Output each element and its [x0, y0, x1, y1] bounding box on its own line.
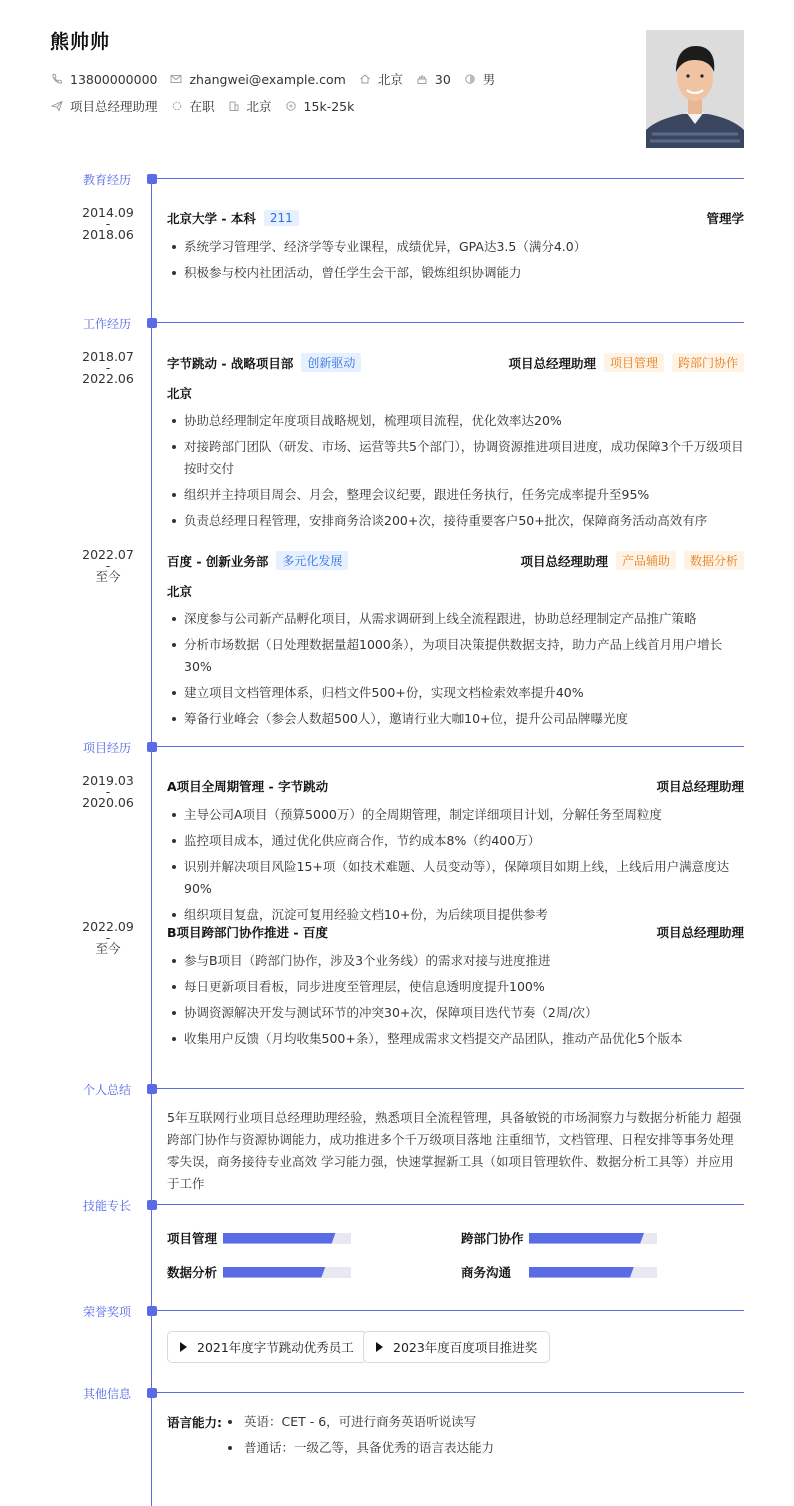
section-divider — [157, 1204, 744, 1205]
list-item: 组织并主持项目周会、月会，整理会议纪要，跟进任务执行，任务完成率提升至95% — [167, 484, 744, 506]
work-date: 2018.07 - 2022.06 — [82, 349, 134, 386]
gender-icon — [463, 72, 477, 86]
mail-icon — [169, 72, 183, 86]
school-tag: 211 — [264, 210, 299, 226]
building-icon — [227, 99, 241, 113]
list-item: 收集用户反馈（月均收集500+条），整理成需求文档提交产品团队，推动产品优化5个版本 — [167, 1028, 744, 1050]
role-tag: 项目管理 — [604, 353, 664, 372]
skill-fill — [223, 1267, 325, 1278]
list-item: 识别并解决项目风险15+项（如技术难题、人员变动等），保障项目如期上线，上线后用户满意度达90% — [167, 856, 744, 900]
status-info — [170, 97, 215, 115]
project-date: 2022.09 - 至今 — [82, 919, 134, 956]
email-text: zhangwei@example.com — [189, 71, 346, 87]
skill-name: 跨部门协作 — [461, 1231, 524, 1246]
section-marker — [147, 1306, 157, 1316]
skill-fill — [529, 1233, 644, 1244]
section-title-education: 教育经历 — [82, 173, 131, 187]
list-item: 英语：CET - 6，可进行商务英语听说读写 — [228, 1411, 494, 1433]
project-bullets — [167, 950, 744, 1054]
project-name: B项目跨部门协作推进 - 百度 — [167, 925, 328, 940]
age-text: 30 — [434, 71, 451, 87]
contact-row — [50, 70, 507, 88]
section-title-project: 项目经历 — [82, 741, 131, 755]
skill-item — [461, 1263, 657, 1281]
email-info — [169, 72, 345, 87]
role-tag: 产品辅助 — [616, 551, 676, 570]
target-city-info — [227, 97, 272, 115]
salary-text: 15k-25k — [303, 98, 355, 114]
city-text: 北京 — [377, 72, 403, 87]
project-role: 项目总经理助理 — [656, 779, 744, 794]
edu-head — [167, 209, 744, 227]
section-marker — [147, 1388, 157, 1398]
list-item: 协调资源解决开发与测试环节的冲突30+次，保障项目迭代节奏（2周/次） — [167, 1002, 744, 1024]
phone-icon — [50, 72, 64, 86]
salary-icon — [284, 99, 298, 113]
skill-fill — [223, 1233, 336, 1244]
section-divider — [157, 1088, 744, 1089]
section-title-awards: 荣誉奖项 — [82, 1305, 131, 1319]
person-photo-icon — [646, 30, 744, 148]
section-marker — [147, 318, 157, 328]
list-item: 建立项目文档管理体系，归档文件500+份，实现文档检索效率提升40% — [167, 682, 744, 704]
section-divider — [157, 1392, 744, 1393]
section-title-other: 其他信息 — [82, 1387, 131, 1401]
gender-text: 男 — [482, 72, 496, 87]
skill-item — [167, 1263, 351, 1281]
project-role: 项目总经理助理 — [656, 925, 744, 940]
skill-bar — [529, 1233, 657, 1244]
send-icon — [50, 99, 64, 113]
profile-photo — [646, 30, 744, 148]
section-title-summary: 个人总结 — [82, 1083, 131, 1097]
award-text: 2023年度百度项目推进奖 — [393, 1340, 538, 1355]
section-marker — [147, 742, 157, 752]
phone-info — [50, 72, 157, 87]
skill-item — [461, 1229, 657, 1247]
section-marker — [147, 1084, 157, 1094]
company-tag: 创新驱动 — [301, 353, 361, 372]
work-head — [167, 551, 744, 570]
section-marker — [147, 174, 157, 184]
role-title: 项目总经理助理 — [508, 355, 596, 371]
edu-bullets — [167, 236, 744, 288]
section-divider — [157, 322, 744, 323]
gender-info — [463, 70, 496, 88]
project-head — [167, 777, 744, 795]
work-head — [167, 353, 744, 372]
work-bullets — [167, 410, 744, 536]
skill-name: 商务沟通 — [461, 1265, 512, 1280]
section-divider — [157, 178, 744, 179]
role-tag: 跨部门协作 — [672, 353, 744, 372]
work-city: 北京 — [167, 584, 193, 599]
list-item: 每日更新项目看板，同步进度至管理层，使信息透明度提升100% — [167, 976, 744, 998]
list-item: 积极参与校内社团活动，曾任学生会干部，锻炼组织协调能力 — [167, 262, 744, 284]
award-badge — [363, 1331, 550, 1363]
work-date: 2022.07 - 至今 — [82, 547, 134, 584]
company-name: 字节跳动 - 战略项目部 — [167, 355, 294, 371]
list-item: 系统学习管理学、经济学等专业课程，成绩优异，GPA达3.5（满分4.0） — [167, 236, 744, 258]
section-divider — [157, 1310, 744, 1311]
list-item: 分析市场数据（日处理数据量超1000条），为项目决策提供数据支持，助力产品上线首月用户增长30% — [167, 634, 744, 678]
project-name: A项目全周期管理 - 字节跳动 — [167, 779, 329, 794]
skill-fill — [529, 1267, 634, 1278]
section-title-skills: 技能专长 — [82, 1199, 131, 1213]
job-intent-row — [50, 97, 366, 115]
project-head — [167, 923, 744, 941]
candidate-name: 熊帅帅 — [50, 31, 111, 53]
award-text: 2021年度字节跳动优秀员工 — [197, 1340, 354, 1355]
role-title: 项目总经理助理 — [520, 553, 608, 569]
project-date: 2019.03 - 2020.06 — [82, 773, 134, 810]
list-item: 主导公司A项目（预算5000万）的全周期管理，制定详细项目计划，分解任务至周粒度 — [167, 804, 744, 826]
salary-info — [284, 99, 355, 114]
work-bullets — [167, 608, 744, 734]
section-title-work: 工作经历 — [82, 317, 131, 331]
section-divider — [157, 746, 744, 747]
award-badge — [167, 1331, 367, 1363]
skill-bar — [223, 1267, 351, 1278]
play-triangle-icon — [376, 1342, 383, 1352]
target-city-text: 北京 — [246, 99, 272, 114]
skill-name: 数据分析 — [167, 1265, 218, 1280]
cake-icon — [415, 72, 429, 86]
major: 管理学 — [706, 211, 744, 226]
school-name: 北京大学 - 本科 — [167, 211, 256, 226]
role-tag: 数据分析 — [684, 551, 744, 570]
project-bullets — [167, 804, 744, 930]
company-name: 百度 - 创新业务部 — [167, 553, 269, 569]
list-item: 参与B项目（跨部门协作，涉及3个业务线）的需求对接与进度推进 — [167, 950, 744, 972]
language-label: 语言能力: — [167, 1415, 222, 1430]
home-icon — [358, 72, 372, 86]
age-info — [415, 72, 451, 87]
list-item: 协助总经理制定年度项目战略规划，梳理项目流程，优化效率达20% — [167, 410, 744, 432]
section-marker — [147, 1200, 157, 1210]
list-item: 筹备行业峰会（参会人数超500人），邀请行业大咖10+位，提升公司品牌曝光度 — [167, 708, 744, 730]
list-item: 监控项目成本，通过优化供应商合作，节约成本8%（约400万） — [167, 830, 744, 852]
status-icon — [170, 99, 184, 113]
language-list — [228, 1411, 494, 1463]
list-item: 普通话：一级乙等，具备优秀的语言表达能力 — [228, 1437, 494, 1459]
list-item: 对接跨部门团队（研发、市场、运营等共5个部门），协调资源推进项目进度，成功保障3个千万级项目按时交付 — [167, 436, 744, 480]
status-text: 在职 — [189, 99, 215, 114]
skill-bar — [529, 1267, 657, 1278]
company-tag: 多元化发展 — [276, 551, 348, 570]
job-title-info — [50, 97, 158, 115]
skill-bar — [223, 1233, 351, 1244]
list-item: 深度参与公司新产品孵化项目，从需求调研到上线全流程跟进，协助总经理制定产品推广策略 — [167, 608, 744, 630]
job-title-text: 项目总经理助理 — [70, 99, 158, 114]
city-info — [358, 70, 403, 88]
skill-item — [167, 1229, 351, 1247]
list-item: 负责总经理日程管理，安排商务洽谈200+次，接待重要客户50+批次，保障商务活动高效有序 — [167, 510, 744, 532]
play-triangle-icon — [180, 1342, 187, 1352]
list-item: 组织项目复盘，沉淀可复用经验文档10+份，为后续项目提供参考 — [167, 904, 744, 926]
summary-text: 5年互联网行业项目总经理助理经验，熟悉项目全流程管理，具备敏锐的市场洞察力与数据分析能力 超强跨部门协作与资源协调能力，成功推进多个千万级项目落地 注重细节，文档管理、日程安排等事务处理零失误，商务接待专业高效 学习能力强，快速掌握新工具（如项目管理软件、数据分析工具等）并应用于工作 — [167, 1110, 742, 1191]
phone-text: 13800000000 — [70, 71, 158, 87]
edu-date: 2014.09 - 2018.06 — [82, 205, 134, 242]
work-city: 北京 — [167, 386, 193, 401]
skill-name: 项目管理 — [167, 1231, 218, 1246]
